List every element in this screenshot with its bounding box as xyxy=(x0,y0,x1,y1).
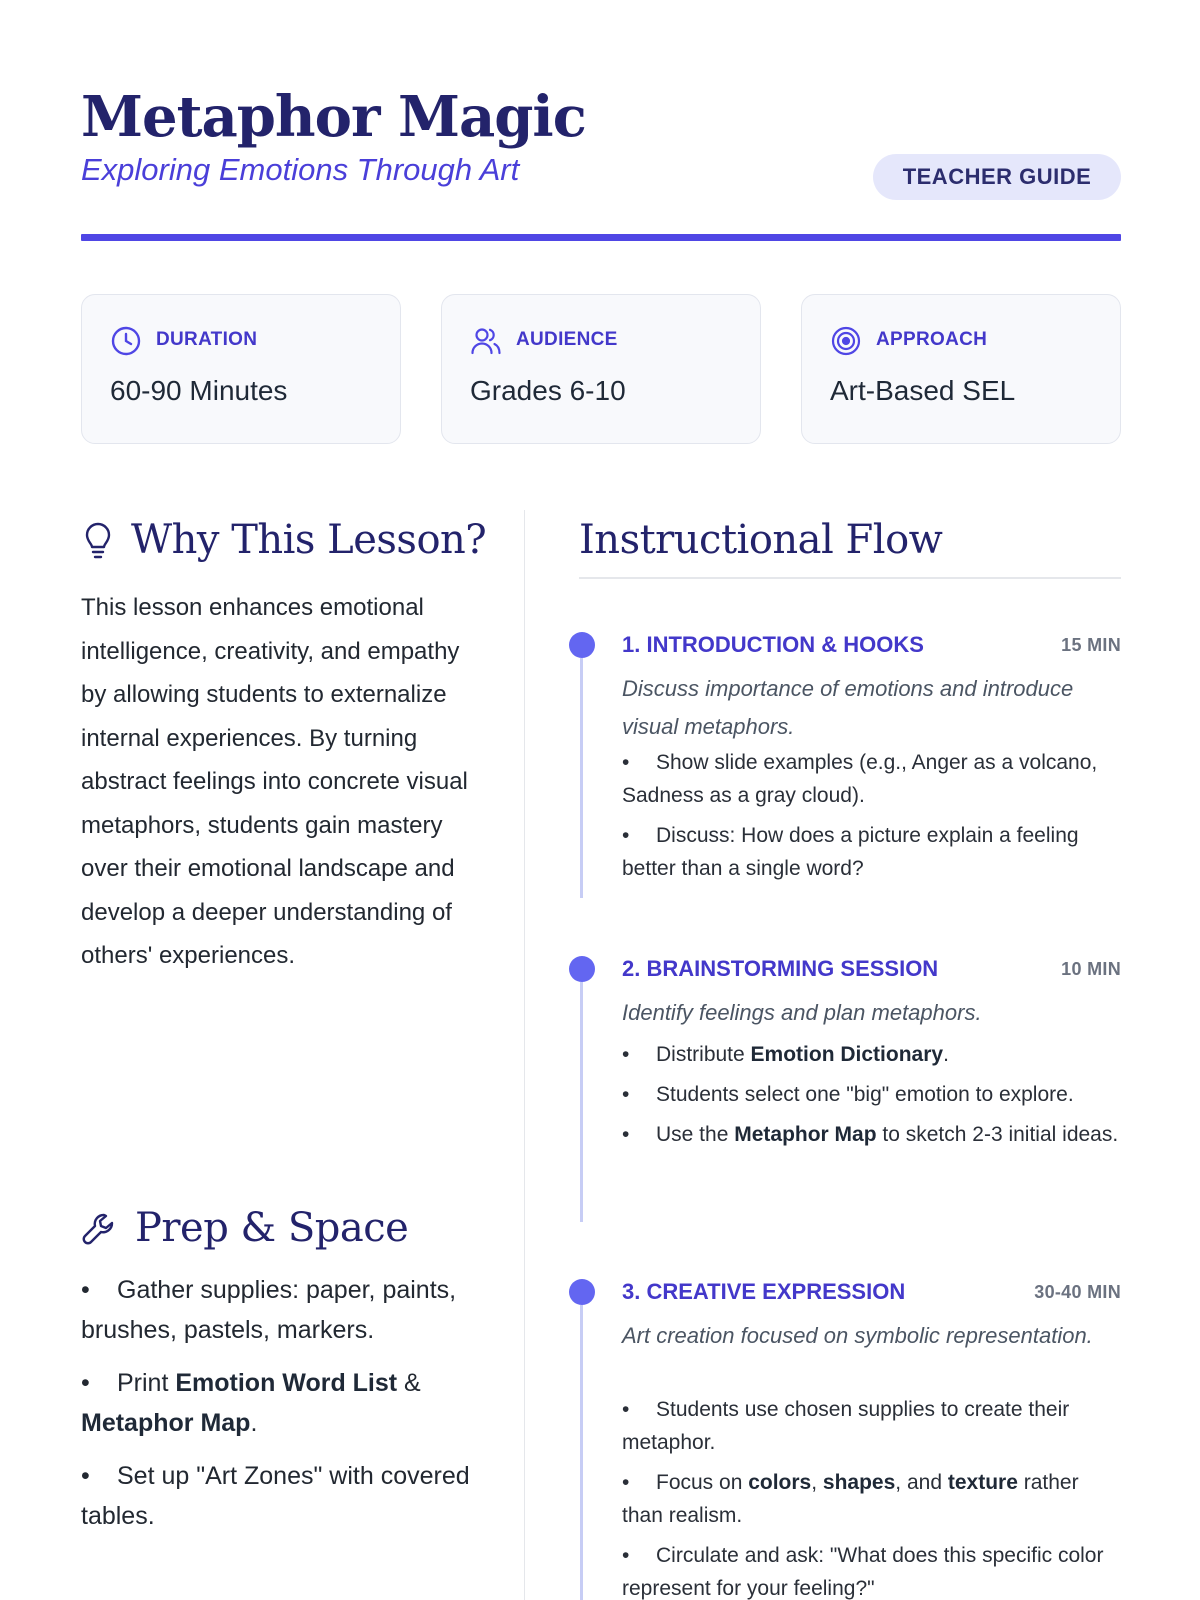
approach-value: Art-Based SEL xyxy=(830,375,1016,406)
wrench-icon xyxy=(81,1209,119,1247)
flow-section xyxy=(579,510,1121,1600)
duration-card xyxy=(81,294,401,444)
lightbulb-icon xyxy=(81,520,115,560)
flow-title: Instructional Flow xyxy=(579,517,943,563)
audience-label: AUDIENCE xyxy=(516,329,618,350)
approach-card xyxy=(801,294,1121,444)
header-divider xyxy=(81,234,1121,241)
list-item: • Show slide examples (e.g., Anger as a volcano, Sadness as a gray cloud). xyxy=(622,751,1098,807)
teacher-guide-badge: TEACHER GUIDE xyxy=(873,154,1121,200)
prep-heading xyxy=(81,1198,481,1258)
audience-card xyxy=(441,294,761,444)
step-title: 2. BRAINSTORMING SESSION xyxy=(622,956,939,981)
list-item: • Distribute Emotion Dictionary. xyxy=(622,1043,949,1066)
column-divider xyxy=(524,510,525,1600)
step-description: Identify feelings and plan metaphors. xyxy=(622,1000,982,1025)
list-item: • Set up "Art Zones" with covered tables. xyxy=(81,1462,470,1530)
list-item: • Focus on colors, shapes, and texture rather than realism. xyxy=(622,1471,1079,1527)
page-title: Metaphor Magic xyxy=(81,84,586,150)
list-item: • Use the Metaphor Map to sketch 2-3 initial ideas. xyxy=(622,1123,1119,1146)
list-item: • Gather supplies: paper, paints, brushes, pastels, markers. xyxy=(81,1276,457,1344)
page-subtitle: Exploring Emotions Through Art xyxy=(81,152,520,187)
duration-value: 60-90 Minutes xyxy=(110,375,288,406)
why-paragraph: This lesson enhances emotional intelligence, creativity, and empathy by allowing students to externalize internal experiences. By turning abstract feelings into concrete visual metaphors, students gain mastery over their emotional landscape and develop a deeper understanding of others' experiences. xyxy=(81,594,468,969)
list-item: • Students use chosen supplies to create their metaphor. xyxy=(622,1398,1070,1454)
timeline-line xyxy=(580,658,583,898)
header xyxy=(81,80,1121,242)
approach-label: APPROACH xyxy=(876,329,988,350)
timeline-node xyxy=(569,632,595,658)
step-bullets xyxy=(622,1393,1121,1600)
prep-title: Prep & Space xyxy=(135,1205,409,1251)
prep-section xyxy=(81,1198,481,1549)
step-description: Discuss importance of emotions and introduce visual metaphors. xyxy=(622,676,1074,739)
flow-divider xyxy=(579,577,1121,579)
why-section xyxy=(81,510,487,978)
list-item: • Discuss: How does a picture explain a feeling better than a single word? xyxy=(622,824,1079,880)
clock-icon xyxy=(110,325,142,357)
step-duration: 10 MIN xyxy=(1061,959,1121,979)
list-item: • Students select one "big" emotion to explore. xyxy=(622,1083,1074,1106)
step-bullets xyxy=(622,1038,1121,1158)
step-title: 3. CREATIVE EXPRESSION xyxy=(622,1279,906,1304)
why-heading xyxy=(81,510,487,570)
step-title: 1. INTRODUCTION & HOOKS xyxy=(622,632,924,657)
list-item: • Print Emotion Word List & Metaphor Map. xyxy=(81,1369,421,1437)
step-duration: 15 MIN xyxy=(1061,635,1121,655)
prep-list xyxy=(81,1270,481,1536)
audience-value: Grades 6-10 xyxy=(470,375,626,406)
timeline-node xyxy=(569,956,595,982)
timeline-line xyxy=(580,982,583,1222)
target-icon xyxy=(830,325,862,357)
step-bullets xyxy=(622,746,1121,892)
why-title: Why This Lesson? xyxy=(131,517,487,563)
step-duration: 30-40 MIN xyxy=(1034,1282,1121,1302)
timeline-node xyxy=(569,1279,595,1305)
timeline-line xyxy=(580,1305,583,1600)
step-description: Art creation focused on symbolic representation. xyxy=(622,1323,1093,1348)
list-item: • Circulate and ask: "What does this specific color represent for your feeling?" xyxy=(622,1544,1104,1600)
duration-label: DURATION xyxy=(156,329,258,350)
users-icon xyxy=(470,325,502,357)
